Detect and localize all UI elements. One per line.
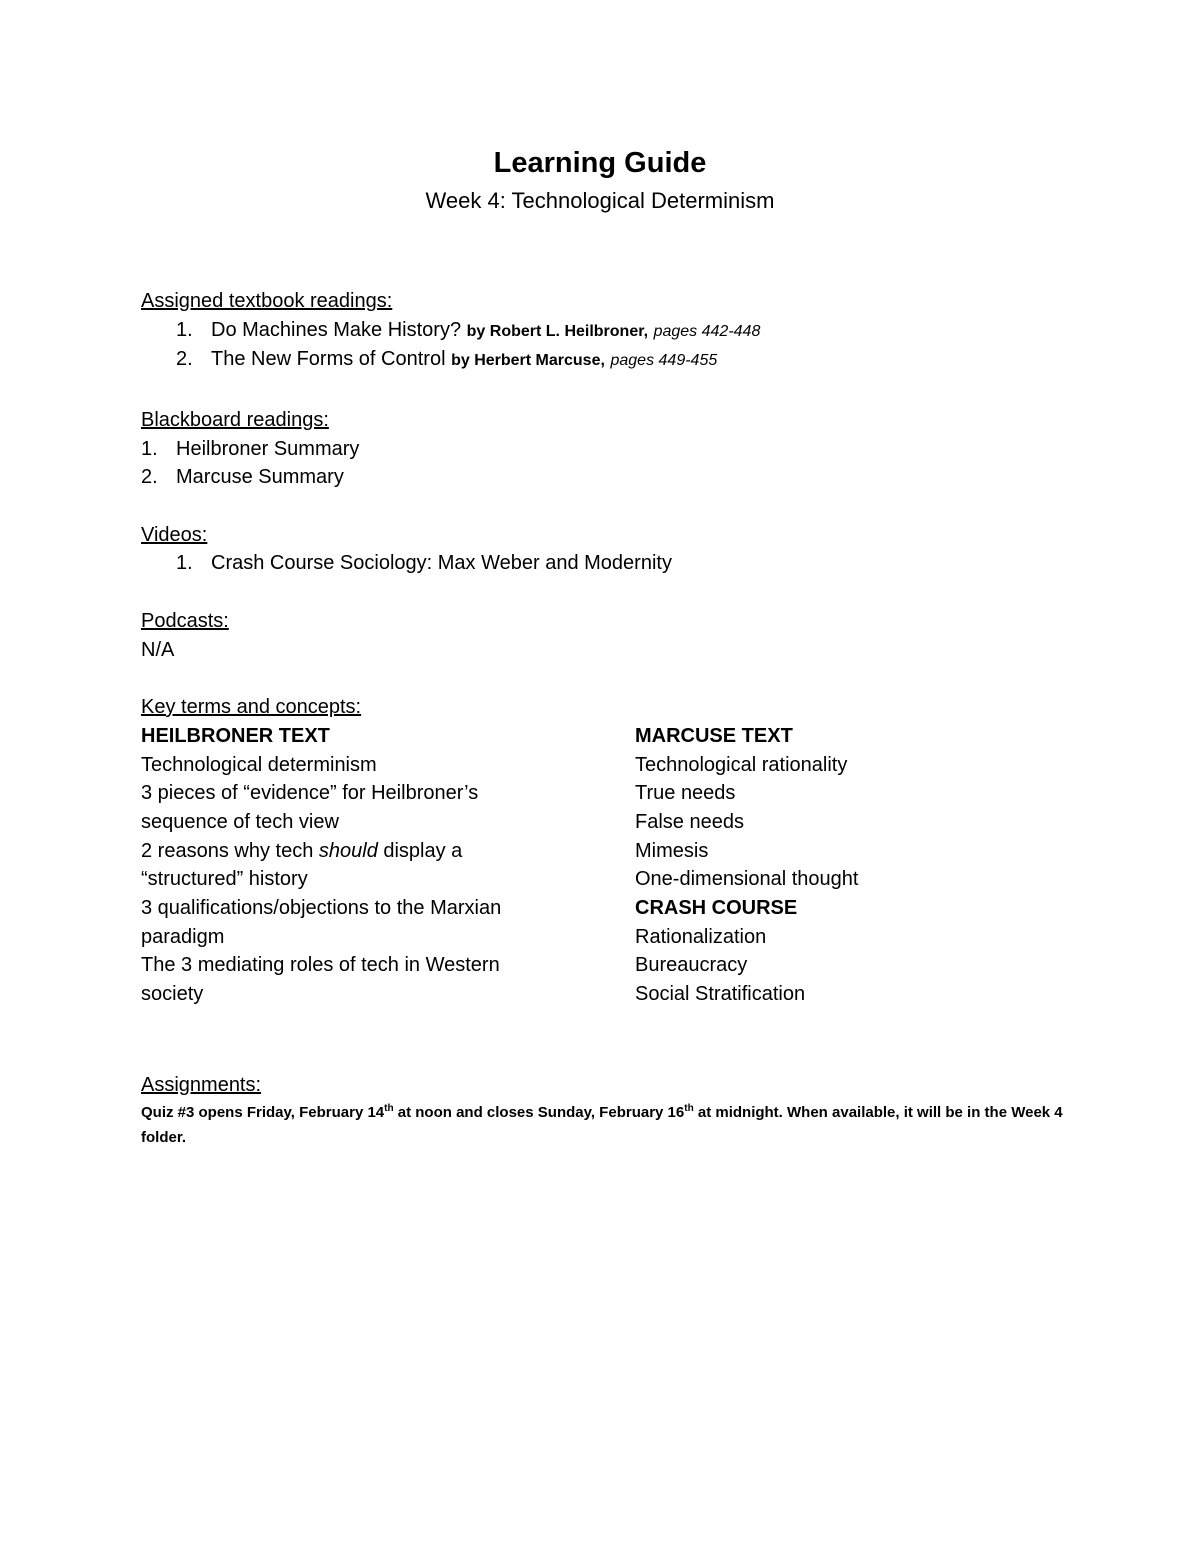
- page-title: Learning Guide: [493, 147, 707, 179]
- textbook-heading: Assigned textbook readings:: [141, 290, 393, 312]
- textbook-item: [176, 316, 760, 346]
- reading-author: by Robert L. Heilbroner,: [466, 323, 649, 340]
- marcuse-header: MARCUSE TEXT: [635, 725, 793, 747]
- blackboard-item-label: Marcuse Summary: [176, 466, 344, 488]
- key-term: 3 qualifications/objections to the Marxian: [141, 897, 502, 919]
- key-term-part: display a: [377, 840, 463, 862]
- heilbroner-header: HEILBRONER TEXT: [141, 725, 330, 747]
- key-term-part: 2 reasons why tech: [141, 840, 319, 862]
- quiz-superscript: th: [384, 1103, 394, 1114]
- page-subtitle: Week 4: Technological Determinism: [425, 188, 775, 213]
- reading-title: Do Machines Make History?: [211, 319, 462, 341]
- key-term: sequence of tech view: [141, 811, 339, 833]
- key-terms-heading: Key terms and concepts:: [141, 696, 362, 718]
- key-term: paradigm: [141, 926, 225, 948]
- list-number: 1.: [176, 552, 193, 574]
- podcasts-value: N/A: [141, 639, 175, 661]
- video-item-label: Crash Course Sociology: Max Weber and Modernity: [211, 552, 672, 574]
- key-term: One-dimensional thought: [635, 868, 859, 890]
- reading-pages: pages 442-448: [653, 323, 761, 340]
- key-term: Bureaucracy: [635, 954, 748, 976]
- list-number: 2.: [141, 466, 158, 488]
- key-term: False needs: [635, 811, 744, 833]
- crash-course-header: CRASH COURSE: [635, 897, 798, 919]
- list-number: 2.: [176, 348, 193, 370]
- key-term: The 3 mediating roles of tech in Western: [141, 954, 500, 976]
- blackboard-item-label: Heilbroner Summary: [176, 438, 360, 460]
- quiz-text: at midnight. When available, it will be in the Week 4 folder.: [141, 1104, 1063, 1146]
- video-item: [176, 549, 672, 577]
- reading-title: The New Forms of Control: [211, 348, 446, 370]
- textbook-item: [176, 345, 717, 375]
- key-term: [141, 837, 462, 865]
- blackboard-item: [141, 435, 359, 463]
- key-term: society: [141, 983, 204, 1005]
- key-term: Rationalization: [635, 926, 767, 948]
- key-term: True needs: [635, 782, 736, 804]
- blackboard-heading: Blackboard readings:: [141, 409, 329, 431]
- podcasts-heading: Podcasts:: [141, 610, 229, 632]
- key-term: Social Stratification: [635, 983, 806, 1005]
- key-term: “structured” history: [141, 868, 308, 890]
- key-term: 3 pieces of “evidence” for Heilbroner’s: [141, 782, 479, 804]
- key-term: Technological determinism: [141, 754, 377, 776]
- list-number: 1.: [141, 438, 158, 460]
- quiz-text: at noon and closes Sunday, February 16: [393, 1104, 685, 1121]
- key-term-emphasis: should: [318, 840, 378, 862]
- key-term: Technological rationality: [635, 754, 848, 776]
- quiz-superscript: th: [684, 1103, 694, 1114]
- blackboard-item: [141, 463, 344, 491]
- quiz-notice: [141, 1100, 1071, 1150]
- key-term: Mimesis: [635, 840, 709, 862]
- list-number: 1.: [176, 319, 193, 341]
- quiz-text: Quiz #3 opens Friday, February 14: [141, 1104, 385, 1121]
- reading-pages: pages 449-455: [610, 352, 718, 369]
- assignments-heading: Assignments:: [141, 1074, 262, 1096]
- reading-author: by Herbert Marcuse,: [451, 352, 605, 369]
- videos-heading: Videos:: [141, 524, 208, 546]
